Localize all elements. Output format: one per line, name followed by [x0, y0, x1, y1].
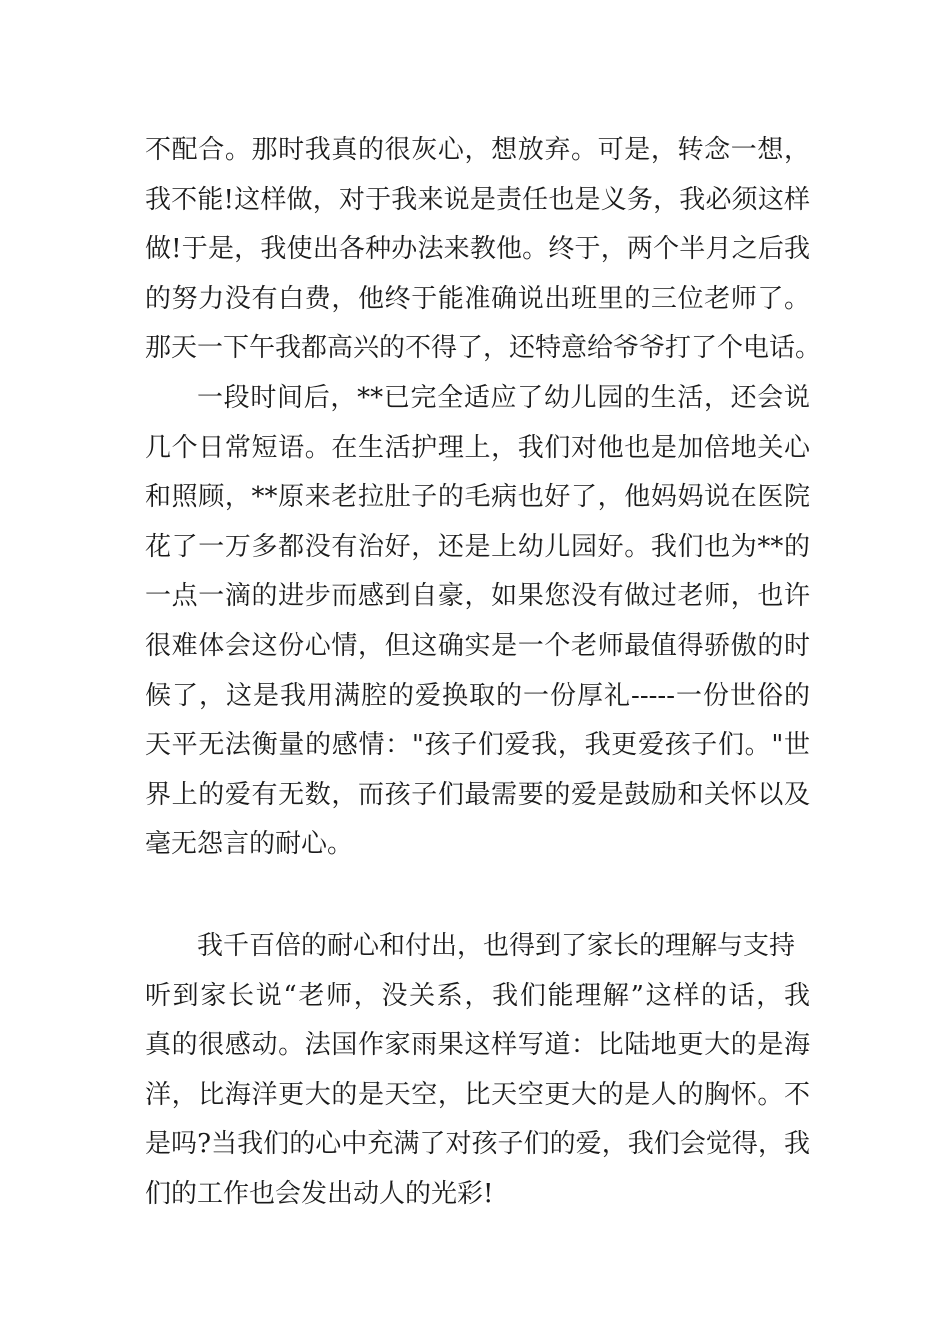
text-line: 的努力没有白费，他终于能准确说出班里的三位老师了。: [145, 283, 810, 314]
text-line: 一点一滴的进步而感到自豪，如果您没有做过老师，也许: [145, 581, 810, 612]
text-line: 做!于是，我使出各种办法来教他。终于，两个半月之后我: [145, 234, 810, 265]
text-line: 我不能!这样做，对于我来说是责任也是义务，我必须这样: [145, 184, 810, 215]
text-line: 真的很感动。法国作家雨果这样写道：比陆地更大的是海: [145, 1030, 810, 1061]
text-line: 是吗?当我们的心中充满了对孩子们的爱，我们会觉得，我: [145, 1129, 810, 1160]
text-line: 花了一万多都没有治好，还是上幼儿园好。我们也为**的: [145, 531, 810, 562]
text-line: 几个日常短语。在生活护理上，我们对他也是加倍地关心: [145, 432, 810, 463]
text-line: 天平无法衡量的感情："孩子们爱我，我更爱孩子们。"世: [145, 730, 810, 761]
text-line: 很难体会这份心情，但这确实是一个老师最值得骄傲的时: [145, 630, 810, 661]
text-line: 那天一下午我都高兴的不得了，还特意给爷爷打了个电话。: [145, 333, 822, 364]
text-line: 候了，这是我用满腔的爱换取的一份厚礼-----一份世俗的: [145, 680, 810, 711]
text-line: 界上的爱有无数，而孩子们最需要的爱是鼓励和关怀以及: [145, 779, 810, 810]
text-line: 听到家长说“老师，没关系，我们能理解”这样的话，我: [145, 980, 810, 1011]
text-line: 洋，比海洋更大的是天空，比天空更大的是人的胸怀。不: [145, 1079, 810, 1110]
text-block-upper: [145, 126, 822, 870]
text-line: 和照顾，**原来老拉肚子的毛病也好了，他妈妈说在医院: [145, 482, 810, 513]
text-line: 们的工作也会发出动人的光彩!: [145, 1178, 494, 1209]
text-line: 毫无怨言的耐心。: [145, 829, 354, 860]
text-line: 不配合。那时我真的很灰心，想放弃。可是，转念一想，: [145, 135, 810, 165]
text-block-lower: [145, 922, 810, 1220]
text-line: 一段时间后，**已完全适应了幼儿园的生活，还会说: [197, 382, 810, 413]
text-line: 我千百倍的耐心和付出，也得到了家长的理解与支持: [197, 931, 796, 961]
